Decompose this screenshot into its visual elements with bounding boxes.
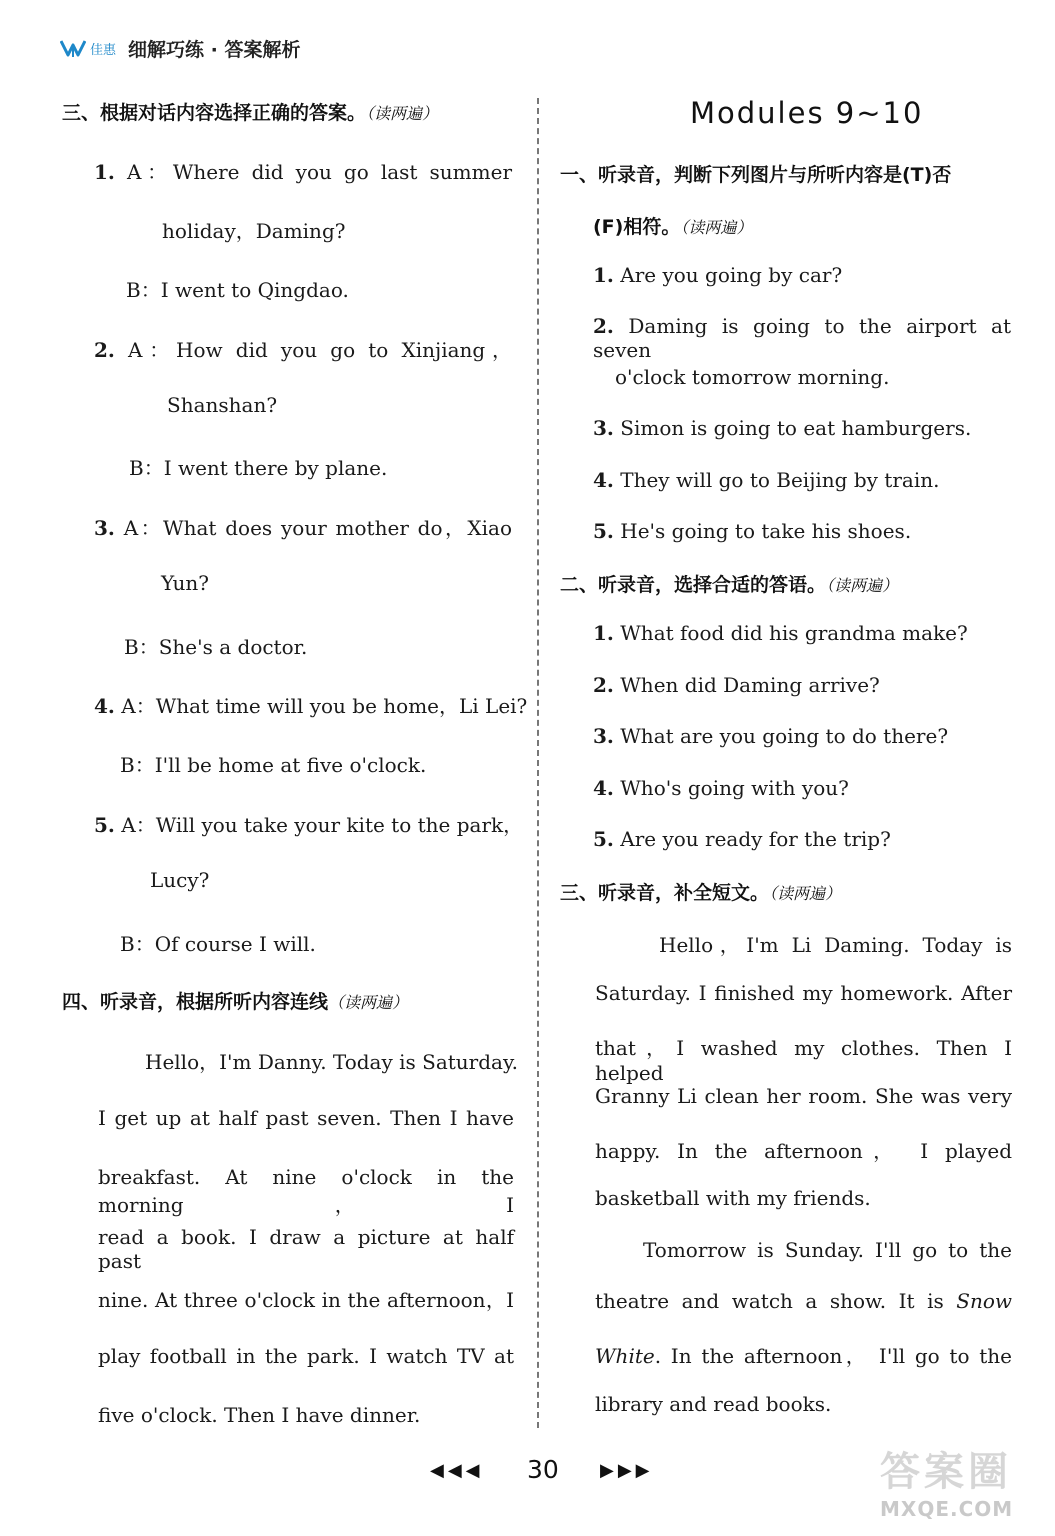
dialog-3-b: B：She's a doctor. [124, 635, 308, 659]
dialog-5-a-cont: Lucy? [150, 868, 210, 892]
passage-line: nine. At three o'clock in the afternoon，I [98, 1288, 514, 1312]
cloze-line: Hello，I'm Li Daming. Today is [659, 933, 1012, 957]
passage-line: five o'clock. Then I have dinner. [98, 1403, 421, 1427]
dialog-2-a: 2. A：How did you go to Xinjiang， [94, 338, 512, 362]
dialog-2-b: B：I went there by plane. [129, 456, 388, 480]
passage-line: breakfast. At nine o'clock in the morning，I [98, 1165, 514, 1217]
cloze-line: that，I washed my clothes. Then I helped [595, 1036, 1012, 1085]
cloze-line: basketball with my friends. [595, 1186, 871, 1210]
answer-item-3: 3. What are you going to do there? [593, 724, 949, 748]
column-divider [537, 98, 539, 1428]
passage-line: I get up at half past seven. Then I have [98, 1106, 514, 1130]
header-title: 细解巧练 · 答案解析 [128, 38, 301, 61]
right-section3-title: 三、听录音，补全短文。（读两遍） [560, 882, 842, 904]
page-header [60, 34, 300, 62]
answer-item-4: 4. Who's going with you? [593, 776, 849, 800]
answer-item-1: 1. What food did his grandma make? [593, 621, 968, 645]
cloze-line: happy. In the afternoon， I played [595, 1139, 1012, 1163]
book-logo-icon [60, 37, 86, 59]
cloze-line: theatre and watch a show. It is Snow [595, 1289, 1012, 1313]
dialog-5-a: 5. A：Will you take your kite to the park， [94, 813, 524, 837]
dialog-5-b: B：Of course I will. [120, 932, 316, 956]
passage-line: read a book. I draw a picture at half past [98, 1225, 514, 1273]
next-page-arrows-icon[interactable]: ▶▶▶ [600, 1460, 654, 1481]
listen-item-3: 3. Simon is going to eat hamburgers. [593, 416, 972, 440]
dialog-1-a-cont: holiday，Daming? [162, 219, 346, 243]
passage-line: play football in the park. I watch TV at [98, 1344, 514, 1368]
listen-item-5: 5. He's going to take his shoes. [593, 519, 912, 543]
page-number: 30 [527, 1455, 559, 1484]
passage-line: Hello，I'm Danny. Today is Saturday. [145, 1050, 518, 1074]
dialog-3-a-cont: Yun? [161, 571, 209, 595]
dialog-1-b: B：I went to Qingdao. [126, 278, 349, 302]
right-section1-title: 一、听录音，判断下列图片与所听内容是(T)否 [560, 164, 952, 186]
cloze-line: White. In the afternoon， I'll go to the [595, 1344, 1012, 1368]
dialog-1-a: 1. A：Where did you go last summer [94, 160, 513, 184]
cloze-line: Granny Li clean her room. She was very [595, 1084, 1012, 1108]
dialog-4-a: 4. A：What time will you be home，Li Lei? [94, 694, 528, 718]
module-title: Modules 9~10 [690, 96, 924, 130]
cloze-line: Saturday. I finished my homework. After [595, 981, 1012, 1005]
watermark: 答案圈 MXQE.COM [880, 1449, 1014, 1521]
dialog-2-a-cont: Shanshan? [167, 393, 278, 417]
listen-item-2: 2. Daming is going to the airport at seven [593, 314, 1012, 362]
listen-item-4: 4. They will go to Beijing by train. [593, 468, 940, 492]
answer-item-2: 2. When did Daming arrive? [593, 673, 880, 697]
dialog-4-b: B：I'll be home at five o'clock. [120, 753, 427, 777]
cloze-line: library and read books. [595, 1392, 832, 1416]
dialog-3-a: 3. A：What does your mother do，Xiao [94, 516, 513, 540]
left-section4-title: 四、听录音，根据所听内容连线（读两遍） [62, 991, 409, 1013]
right-section1-title-cont: (F)相符。（读两遍） [593, 216, 753, 238]
left-section3-title: 三、根据对话内容选择正确的答案。（读两遍） [62, 102, 439, 124]
cloze-line: Tomorrow is Sunday. I'll go to the [643, 1238, 1012, 1262]
right-section2-title: 二、听录音，选择合适的答语。（读两遍） [560, 574, 899, 596]
brand-name: 佳惠 [90, 42, 117, 58]
prev-page-arrows-icon[interactable]: ◀◀◀ [430, 1460, 484, 1481]
answer-item-5: 5. Are you ready for the trip? [593, 827, 891, 851]
listen-item-2-cont: o'clock tomorrow morning. [615, 365, 890, 389]
listen-item-1: 1. Are you going by car? [593, 263, 843, 287]
